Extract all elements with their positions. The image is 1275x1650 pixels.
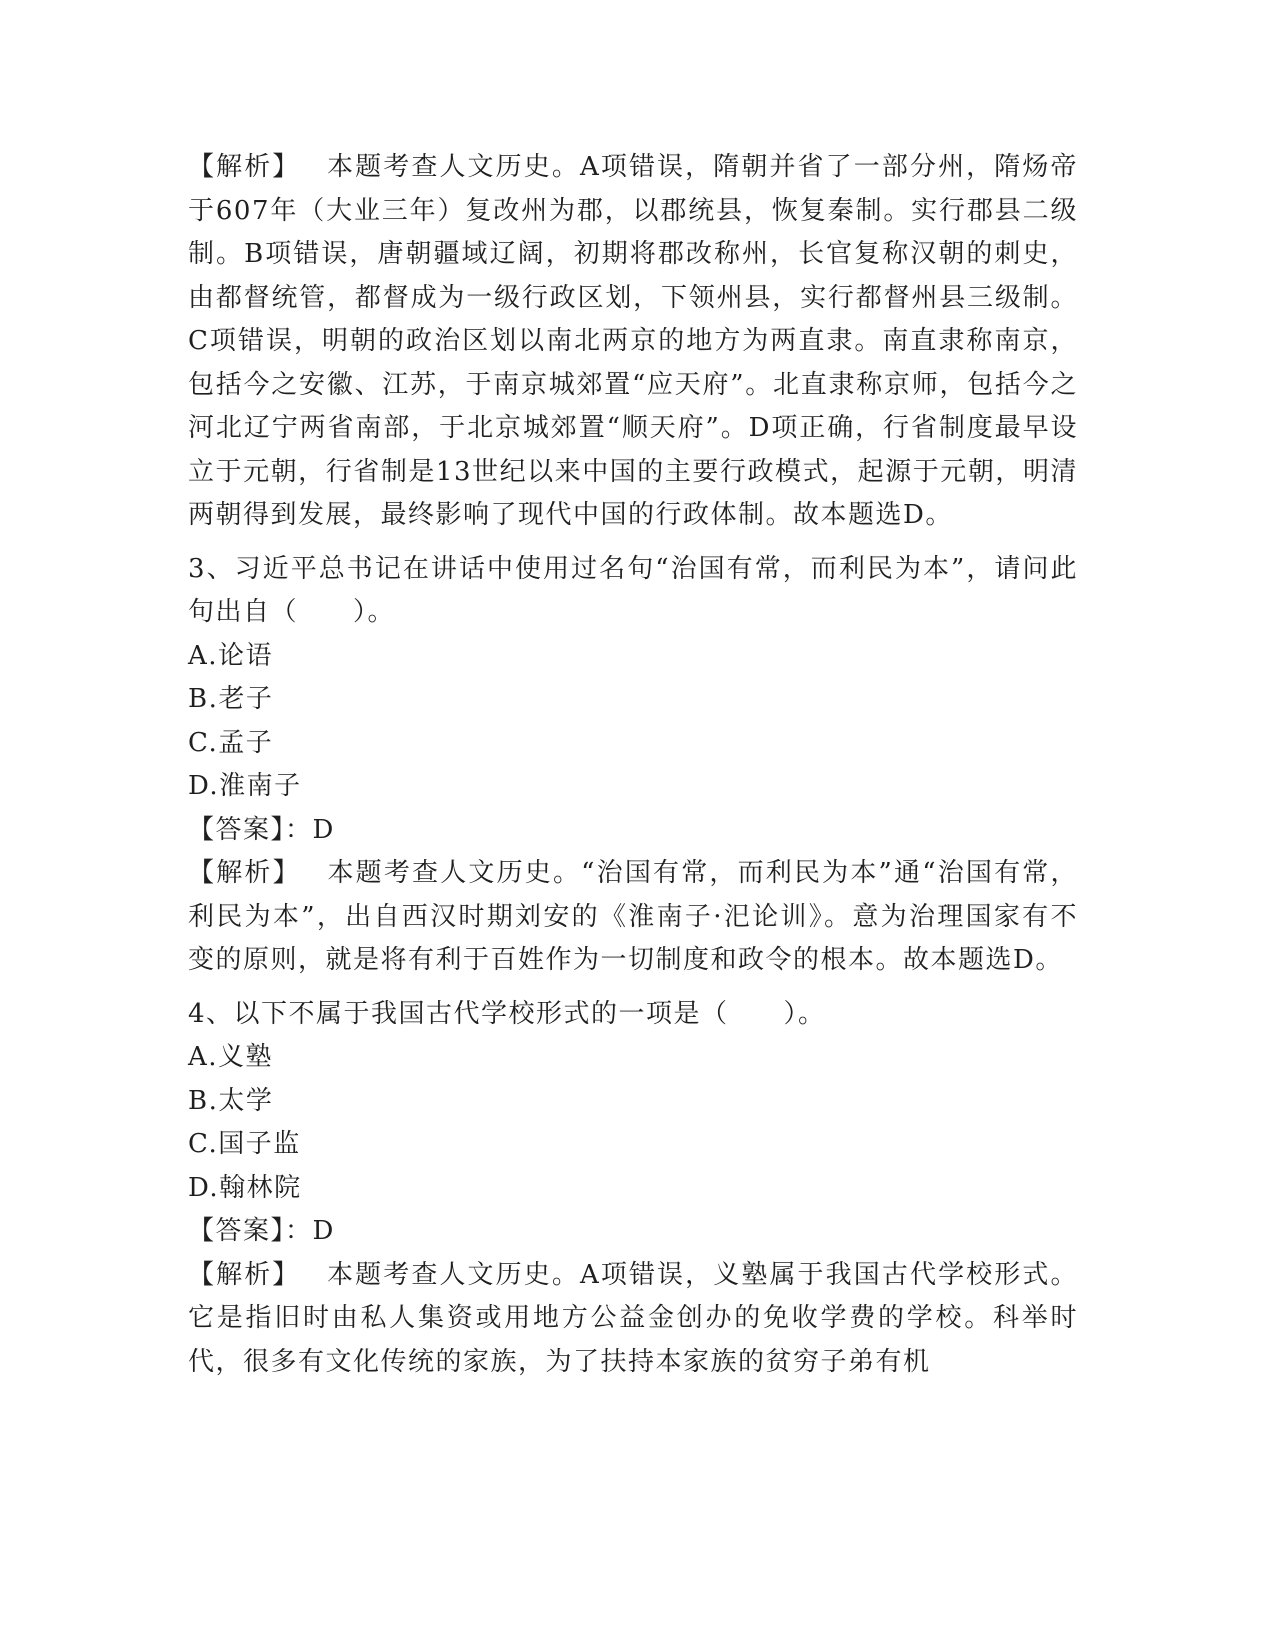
option-c: C.孟子 [188,727,274,758]
question-stem: 3、习近平总书记在讲话中使用过名句“治国有常，而利民为本”，请问此句出自（ ）。 [188,553,1078,627]
analysis-text: 本题考查人文历史。A项错误，隋朝并省了一部分州，隋炀帝于607年（大业三年）复改州为郡，以郡统县，恢复秦制。实行郡县二级制。B项错误，唐朝疆域辽阔，初期将郡改称州，长官复称汉朝的刺史，由都督统管，都督成为一级行政区划，下领州县，实行都督州县三级制。C项错误，明朝的政治区划以南北两京的地方为两直隶。南直隶称南京，包括今之安徽、江苏，于南京城郊置“应天府”。北直隶称京师，包括今之河北辽宁两省南部，于北京城郊置“顺天府”。D项正确，行省制度最早设立于元朝，行省制是13世纪以来中国的主要行政模式，起源于元朝，明清两朝得到发展，最终影响了现代中国的行政体制。故本题选D。 [188,152,1078,530]
analysis-tag: 【解析】 [188,1259,301,1290]
analysis-tag: 【解析】 [188,152,301,182]
option-a: A.论语 [188,640,274,671]
option-b: B.太学 [188,1085,274,1116]
document-content [188,146,1078,1384]
question-3 [188,548,1078,983]
analysis-paragraph-q4 [188,1254,1078,1385]
option-d: D.翰林院 [188,1172,302,1203]
option-b: B.老子 [188,684,274,714]
option-d: D.淮南子 [188,771,302,801]
question-4 [188,993,1078,1385]
analysis-paragraph-q2 [188,146,1078,538]
analysis-tag: 【解析】 [188,858,301,888]
answer-line: 【答案】：D [188,814,335,845]
analysis-paragraph-q3 [188,852,1078,983]
question-stem: 4、以下不属于我国古代学校形式的一项是（ ）。 [188,998,826,1029]
analysis-text: 本题考查人文历史。A项错误，义塾属于我国古代学校形式。它是指旧时由私人集资或用地方公益金创办的免收学费的学校。科举时代，很多有文化传统的家族，为了扶持本家族的贫穷子弟有机 [188,1259,1078,1377]
analysis-text: 本题考查人文历史。“治国有常，而利民为本”通“治国有常，利民为本”，出自西汉时期刘安的《淮南子·汜论训》。意为治理国家有不变的原则，就是将有利于百姓作为一切制度和政令的根本。故本题选D。 [188,858,1078,975]
option-c: C.国子监 [188,1129,301,1159]
option-a: A.义塾 [188,1042,274,1072]
answer-line: 【答案】：D [188,1216,335,1246]
